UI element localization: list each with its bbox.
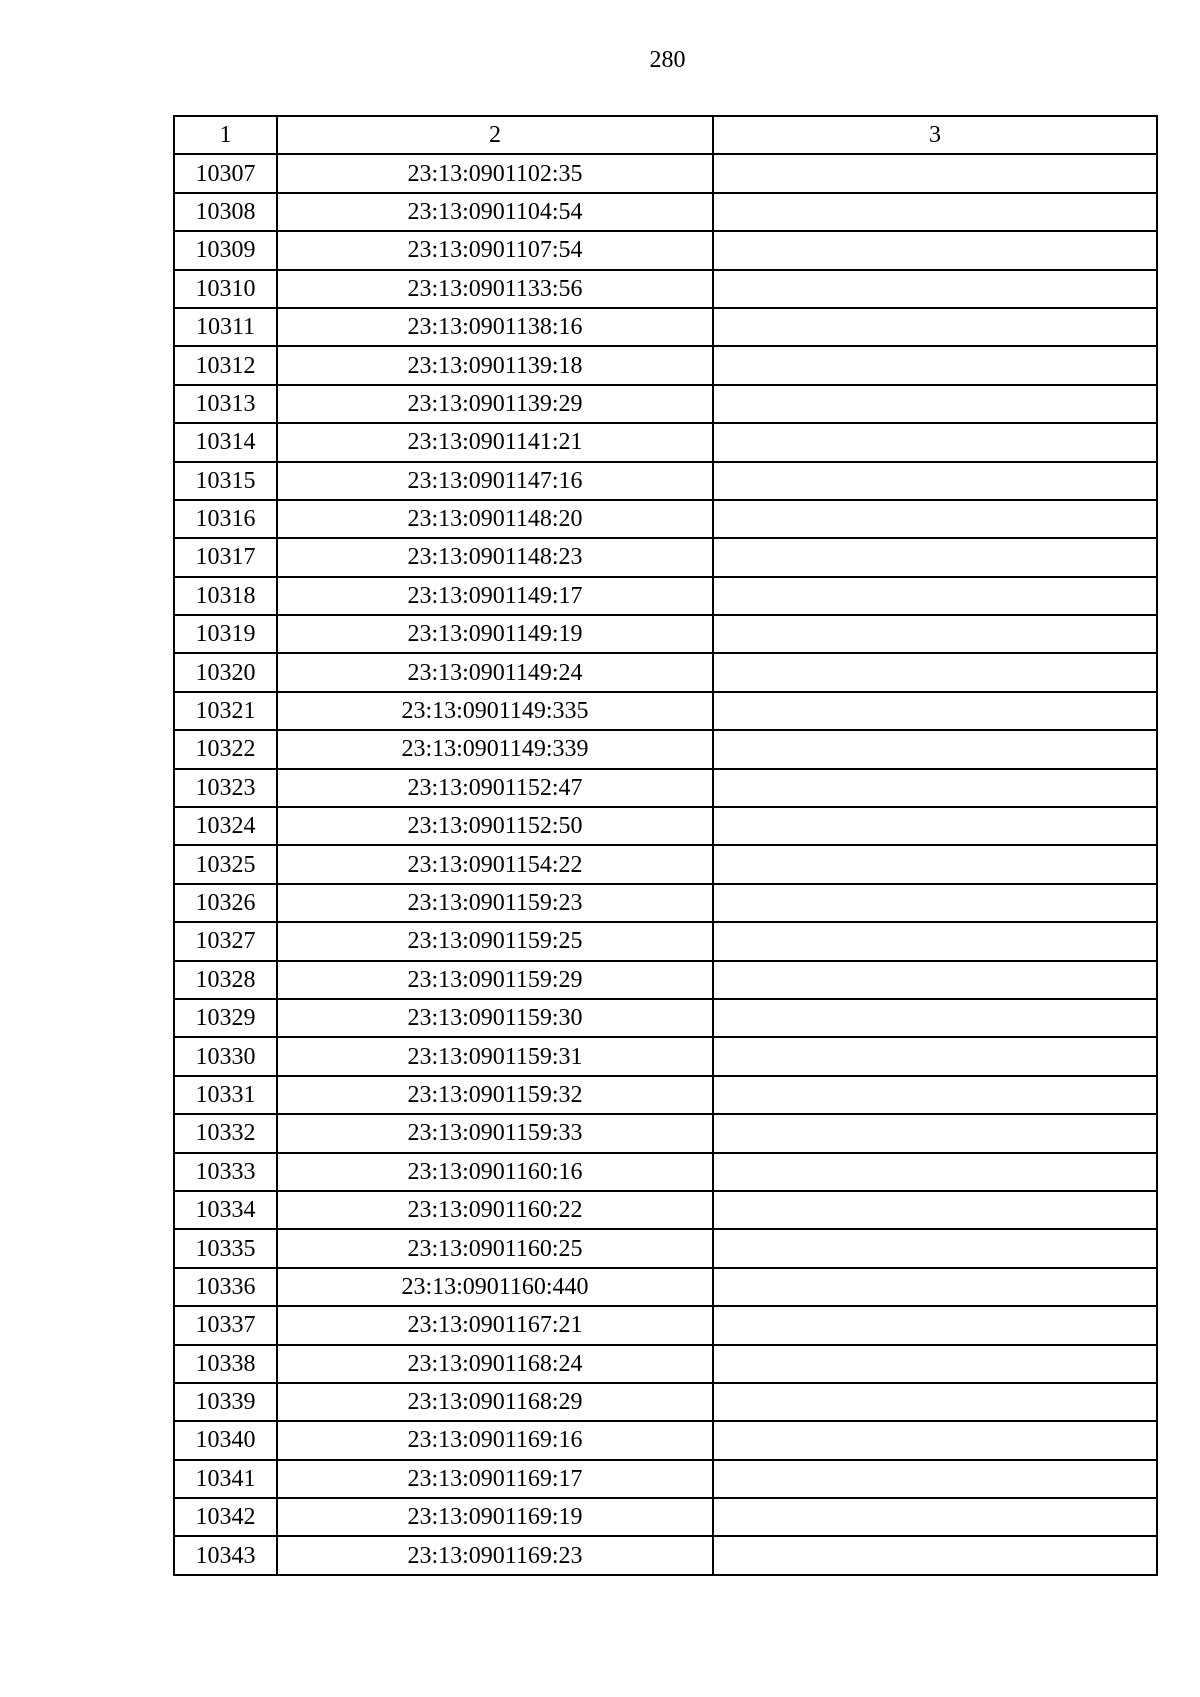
row-number-cell: 10311 (174, 308, 277, 346)
table-row (174, 961, 1157, 999)
cadastral-number-cell: 23:13:0901159:25 (277, 922, 713, 960)
cadastral-number-cell: 23:13:0901169:17 (277, 1460, 713, 1498)
table-row (174, 500, 1157, 538)
column-header-1: 1 (174, 116, 277, 154)
table-row (174, 1345, 1157, 1383)
table-row (174, 1306, 1157, 1344)
row-number-cell: 10332 (174, 1114, 277, 1152)
note-cell (713, 922, 1157, 960)
cadastral-number-cell: 23:13:0901102:35 (277, 154, 713, 192)
row-number-cell: 10337 (174, 1306, 277, 1344)
table-row (174, 231, 1157, 269)
row-number-cell: 10315 (174, 462, 277, 500)
note-cell (713, 1421, 1157, 1459)
table-row (174, 615, 1157, 653)
cadastral-number-cell: 23:13:0901141:21 (277, 423, 713, 461)
cadastral-number-cell: 23:13:0901159:33 (277, 1114, 713, 1152)
cadastral-number-cell: 23:13:0901159:29 (277, 961, 713, 999)
note-cell (713, 1345, 1157, 1383)
cadastral-number-cell: 23:13:0901159:31 (277, 1037, 713, 1075)
cadastral-number-cell: 23:13:0901107:54 (277, 231, 713, 269)
note-cell (713, 308, 1157, 346)
cadastral-number-cell: 23:13:0901149:24 (277, 653, 713, 691)
cadastral-number-cell: 23:13:0901160:440 (277, 1268, 713, 1306)
row-number-cell: 10343 (174, 1536, 277, 1574)
table-row (174, 1114, 1157, 1152)
cadastral-number-cell: 23:13:0901160:25 (277, 1229, 713, 1267)
table-row (174, 462, 1157, 500)
row-number-cell: 10317 (174, 538, 277, 576)
row-number-cell: 10327 (174, 922, 277, 960)
table-row (174, 385, 1157, 423)
note-cell (713, 385, 1157, 423)
table-row (174, 845, 1157, 883)
cadastral-number-cell: 23:13:0901159:30 (277, 999, 713, 1037)
table-row (174, 1153, 1157, 1191)
table-row (174, 1229, 1157, 1267)
cadastral-number-cell: 23:13:0901133:56 (277, 270, 713, 308)
note-cell (713, 884, 1157, 922)
row-number-cell: 10307 (174, 154, 277, 192)
table-row (174, 1460, 1157, 1498)
cadastral-number-cell: 23:13:0901160:22 (277, 1191, 713, 1229)
table-header-row (174, 116, 1157, 154)
cadastral-number-cell: 23:13:0901152:50 (277, 807, 713, 845)
table-row (174, 1421, 1157, 1459)
note-cell (713, 1076, 1157, 1114)
cadastral-number-cell: 23:13:0901169:16 (277, 1421, 713, 1459)
table-row (174, 1037, 1157, 1075)
table-row (174, 270, 1157, 308)
row-number-cell: 10313 (174, 385, 277, 423)
table-row (174, 1383, 1157, 1421)
row-number-cell: 10309 (174, 231, 277, 269)
table-row (174, 769, 1157, 807)
note-cell (713, 1498, 1157, 1536)
row-number-cell: 10328 (174, 961, 277, 999)
cadastral-number-cell: 23:13:0901159:32 (277, 1076, 713, 1114)
note-cell (713, 270, 1157, 308)
table-row (174, 1191, 1157, 1229)
row-number-cell: 10321 (174, 692, 277, 730)
note-cell (713, 1268, 1157, 1306)
row-number-cell: 10334 (174, 1191, 277, 1229)
cadastral-number-cell: 23:13:0901149:19 (277, 615, 713, 653)
row-number-cell: 10323 (174, 769, 277, 807)
cadastral-number-cell: 23:13:0901104:54 (277, 193, 713, 231)
row-number-cell: 10318 (174, 577, 277, 615)
row-number-cell: 10314 (174, 423, 277, 461)
note-cell (713, 1153, 1157, 1191)
cadastral-number-cell: 23:13:0901169:19 (277, 1498, 713, 1536)
row-number-cell: 10322 (174, 730, 277, 768)
cadastral-number-cell: 23:13:0901159:23 (277, 884, 713, 922)
cadastral-number-cell: 23:13:0901168:29 (277, 1383, 713, 1421)
table-row (174, 346, 1157, 384)
note-cell (713, 1191, 1157, 1229)
table-row (174, 423, 1157, 461)
note-cell (713, 615, 1157, 653)
row-number-cell: 10320 (174, 653, 277, 691)
note-cell (713, 653, 1157, 691)
cadastral-number-cell: 23:13:0901154:22 (277, 845, 713, 883)
table-row (174, 1268, 1157, 1306)
column-header-2: 2 (277, 116, 713, 154)
table-row (174, 884, 1157, 922)
note-cell (713, 1536, 1157, 1574)
table-row (174, 999, 1157, 1037)
note-cell (713, 692, 1157, 730)
table-row (174, 577, 1157, 615)
table-row (174, 1498, 1157, 1536)
cadastral-number-cell: 23:13:0901148:20 (277, 500, 713, 538)
note-cell (713, 1383, 1157, 1421)
row-number-cell: 10312 (174, 346, 277, 384)
row-number-cell: 10338 (174, 1345, 277, 1383)
table-body (174, 154, 1157, 1574)
cadastral-number-cell: 23:13:0901160:16 (277, 1153, 713, 1191)
table-row (174, 193, 1157, 231)
cadastral-number-cell: 23:13:0901149:339 (277, 730, 713, 768)
note-cell (713, 1229, 1157, 1267)
row-number-cell: 10329 (174, 999, 277, 1037)
row-number-cell: 10341 (174, 1460, 277, 1498)
note-cell (713, 1306, 1157, 1344)
row-number-cell: 10331 (174, 1076, 277, 1114)
note-cell (713, 807, 1157, 845)
note-cell (713, 999, 1157, 1037)
note-cell (713, 730, 1157, 768)
column-header-3: 3 (713, 116, 1157, 154)
table-row (174, 692, 1157, 730)
table-row (174, 308, 1157, 346)
cadastral-number-cell: 23:13:0901139:29 (277, 385, 713, 423)
row-number-cell: 10324 (174, 807, 277, 845)
data-table-container (173, 115, 1158, 1576)
note-cell (713, 1460, 1157, 1498)
row-number-cell: 10336 (174, 1268, 277, 1306)
table-row (174, 653, 1157, 691)
cadastral-number-cell: 23:13:0901149:17 (277, 577, 713, 615)
table-row (174, 1536, 1157, 1574)
row-number-cell: 10342 (174, 1498, 277, 1536)
note-cell (713, 845, 1157, 883)
row-number-cell: 10335 (174, 1229, 277, 1267)
note-cell (713, 423, 1157, 461)
note-cell (713, 462, 1157, 500)
note-cell (713, 346, 1157, 384)
note-cell (713, 231, 1157, 269)
row-number-cell: 10310 (174, 270, 277, 308)
cadastral-number-cell: 23:13:0901138:16 (277, 308, 713, 346)
cadastral-number-cell: 23:13:0901169:23 (277, 1536, 713, 1574)
cadastral-number-cell: 23:13:0901139:18 (277, 346, 713, 384)
row-number-cell: 10319 (174, 615, 277, 653)
row-number-cell: 10325 (174, 845, 277, 883)
note-cell (713, 961, 1157, 999)
note-cell (713, 1114, 1157, 1152)
note-cell (713, 769, 1157, 807)
data-table (173, 115, 1158, 1576)
note-cell (713, 1037, 1157, 1075)
row-number-cell: 10308 (174, 193, 277, 231)
cadastral-number-cell: 23:13:0901147:16 (277, 462, 713, 500)
row-number-cell: 10339 (174, 1383, 277, 1421)
row-number-cell: 10333 (174, 1153, 277, 1191)
cadastral-number-cell: 23:13:0901167:21 (277, 1306, 713, 1344)
table-row (174, 730, 1157, 768)
table-row (174, 807, 1157, 845)
row-number-cell: 10340 (174, 1421, 277, 1459)
cadastral-number-cell: 23:13:0901168:24 (277, 1345, 713, 1383)
row-number-cell: 10326 (174, 884, 277, 922)
note-cell (713, 154, 1157, 192)
row-number-cell: 10330 (174, 1037, 277, 1075)
page-number: 280 (649, 47, 686, 73)
cadastral-number-cell: 23:13:0901152:47 (277, 769, 713, 807)
cadastral-number-cell: 23:13:0901148:23 (277, 538, 713, 576)
table-row (174, 538, 1157, 576)
cadastral-number-cell: 23:13:0901149:335 (277, 692, 713, 730)
note-cell (713, 577, 1157, 615)
table-row (174, 1076, 1157, 1114)
table-row (174, 922, 1157, 960)
row-number-cell: 10316 (174, 500, 277, 538)
note-cell (713, 193, 1157, 231)
note-cell (713, 538, 1157, 576)
table-row (174, 154, 1157, 192)
note-cell (713, 500, 1157, 538)
